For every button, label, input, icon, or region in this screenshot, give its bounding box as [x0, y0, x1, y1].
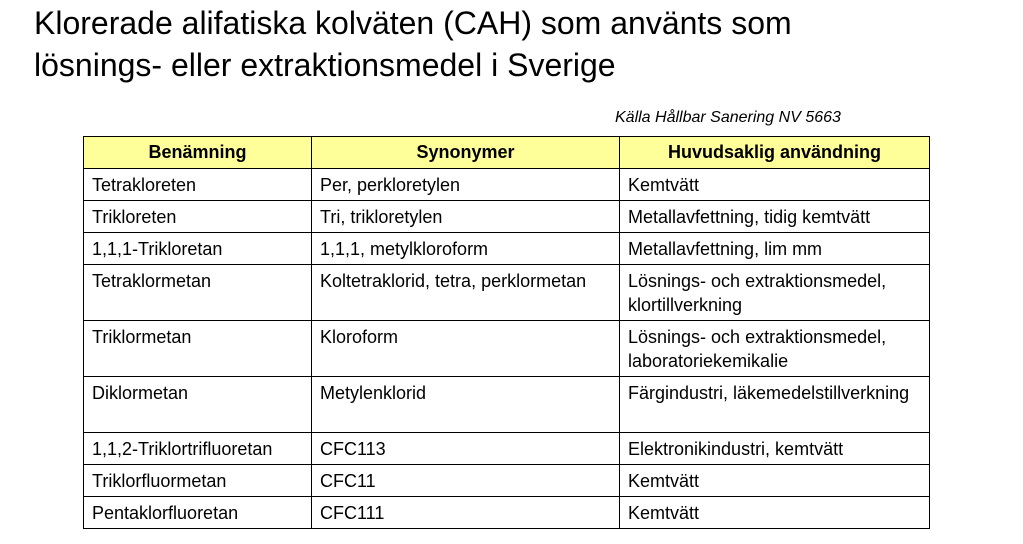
table-row — [84, 465, 930, 497]
cell-use: Metallavfettning, tidig kemtvätt — [620, 201, 930, 233]
table-row — [84, 433, 930, 465]
header-synonymer: Synonymer — [312, 137, 620, 169]
table-row — [84, 169, 930, 201]
table-header-row — [84, 137, 930, 169]
cell-use: Kemtvätt — [620, 169, 930, 201]
cell-use: Kemtvätt — [620, 497, 930, 529]
cell-name: Tetraklormetan — [84, 265, 312, 321]
cell-synonyms: Per, perkloretylen — [312, 169, 620, 201]
cell-name: Triklorfluormetan — [84, 465, 312, 497]
table-row — [84, 201, 930, 233]
cell-name: Triklormetan — [84, 321, 312, 377]
cell-use: Metallavfettning, lim mm — [620, 233, 930, 265]
slide-title — [34, 2, 1014, 86]
cell-use: Elektronikindustri, kemtvätt — [620, 433, 930, 465]
cell-name: Diklormetan — [84, 377, 312, 433]
cell-name: 1,1,2-Triklortrifluoretan — [84, 433, 312, 465]
cell-synonyms: CFC111 — [312, 497, 620, 529]
cell-use: Lösnings- och extraktionsmedel, klortillverkning — [620, 265, 930, 321]
cell-synonyms: Tri, trikloretylen — [312, 201, 620, 233]
cell-synonyms: Metylenklorid — [312, 377, 620, 433]
cah-table — [83, 136, 930, 529]
table-row — [84, 497, 930, 529]
cell-synonyms: 1,1,1, metylkloroform — [312, 233, 620, 265]
source-citation: Källa Hållbar Sanering NV 5663 — [615, 109, 841, 126]
cell-name: 1,1,1-Trikloretan — [84, 233, 312, 265]
cell-synonyms: Koltetraklorid, tetra, perklormetan — [312, 265, 620, 321]
slide-title-line-1: Klorerade alifatiska kolväten (CAH) som använts som — [34, 5, 792, 41]
cell-use: Kemtvätt — [620, 465, 930, 497]
cell-name: Pentaklorfluoretan — [84, 497, 312, 529]
cell-name: Tetrakloreten — [84, 169, 312, 201]
cell-use: Lösnings- och extraktionsmedel, laboratoriekemikalie — [620, 321, 930, 377]
table-row — [84, 233, 930, 265]
cell-use: Färgindustri, läkemedelstillverkning — [620, 377, 930, 433]
cell-name: Trikloreten — [84, 201, 312, 233]
slide-title-line-2: lösnings- eller extraktionsmedel i Sverige — [34, 47, 616, 83]
cell-synonyms: Kloroform — [312, 321, 620, 377]
table-row — [84, 321, 930, 377]
header-anvandning: Huvudsaklig användning — [620, 137, 930, 169]
cell-synonyms: CFC113 — [312, 433, 620, 465]
header-benamning: Benämning — [84, 137, 312, 169]
table-row — [84, 377, 930, 433]
cell-synonyms: CFC11 — [312, 465, 620, 497]
table-row — [84, 265, 930, 321]
